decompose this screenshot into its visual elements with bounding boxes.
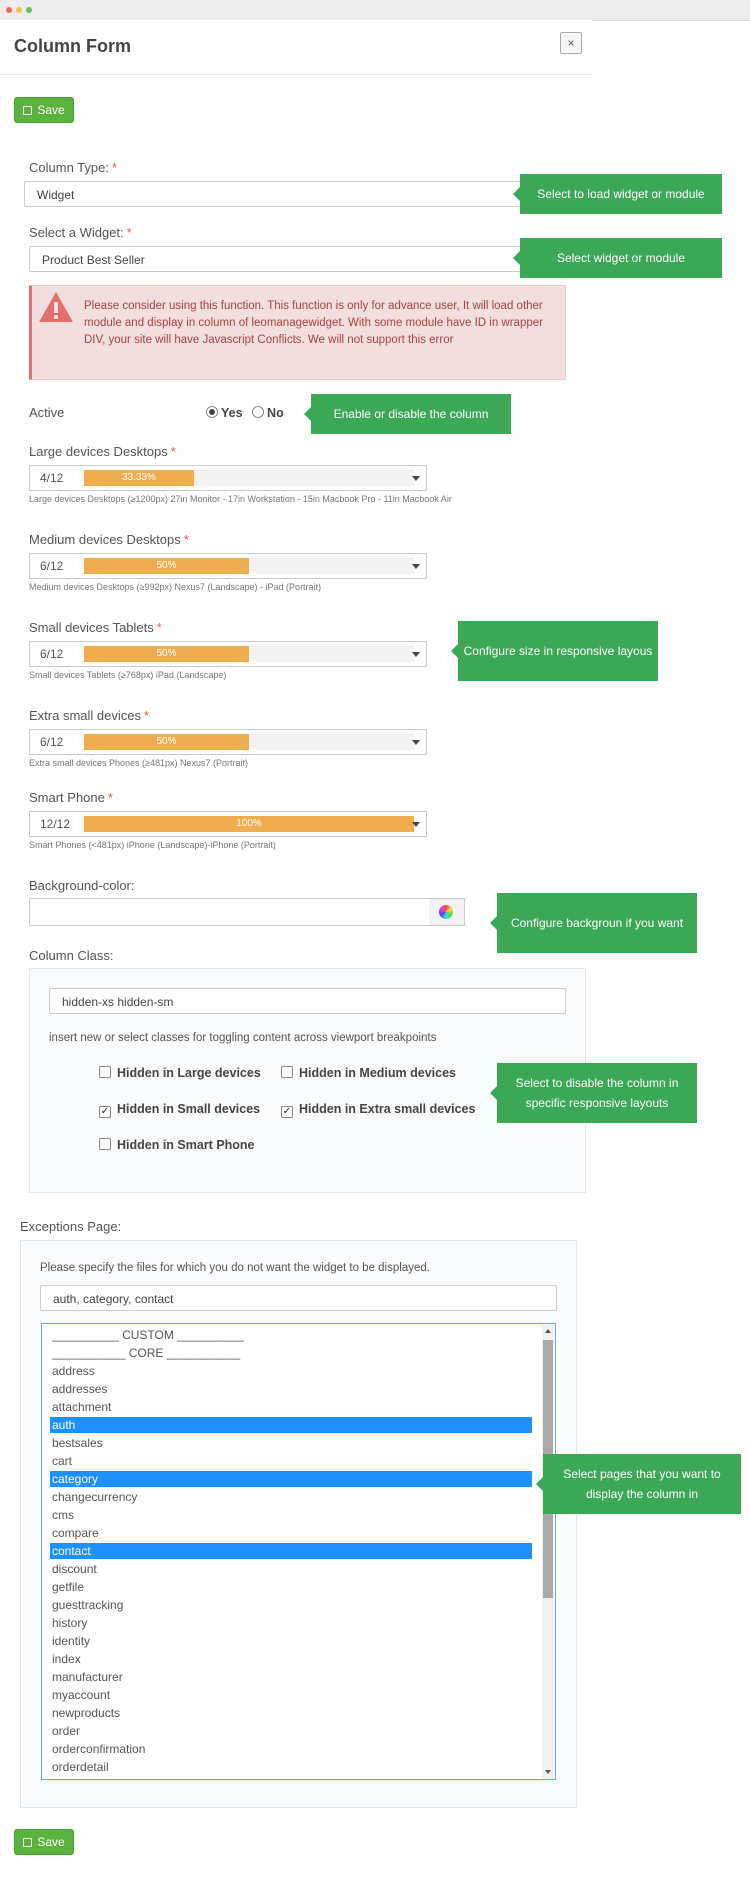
background-color-label: Background-color: xyxy=(29,878,135,893)
page-list-item[interactable]: changecurrency xyxy=(52,1490,138,1504)
widget-label: Select a Widget: * xyxy=(29,225,132,240)
size-progress-fill: 50% xyxy=(84,734,249,750)
page-title: Column Form xyxy=(14,36,131,56)
floppy-icon xyxy=(23,106,32,115)
page-list-item[interactable]: index xyxy=(52,1652,81,1666)
page-list-item[interactable]: ___________ CORE ___________ xyxy=(52,1346,241,1360)
device-help-text: Large devices Desktops (≥1200px) 27in Monitor - 17in Workstation - 15in Macbook Pro - 11in Macbook Air xyxy=(29,494,452,504)
column-type-tip: Select to load widget or module xyxy=(520,174,722,214)
page-list-item[interactable]: identity xyxy=(52,1634,91,1648)
exceptions-label: Exceptions Page: xyxy=(20,1219,122,1234)
checkbox-checked-icon: ✓ xyxy=(100,1106,110,1117)
scroll-up-icon[interactable] xyxy=(545,1329,551,1333)
hidden-small-checkbox[interactable]: ✓ Hidden in Small devices xyxy=(100,1102,261,1117)
device-size-select-extra-small[interactable] xyxy=(29,729,427,755)
widget-tip: Select widget or module xyxy=(520,238,722,278)
size-progress-fill: 50% xyxy=(84,646,249,662)
exceptions-hint: Please specify the files for which you do not want the widget to be displayed. xyxy=(40,1262,430,1274)
list-scrollbar[interactable] xyxy=(542,1325,554,1778)
chevron-down-icon xyxy=(412,564,420,569)
active-yes-radio[interactable]: Yes xyxy=(206,406,243,420)
page-list-item[interactable]: attachment xyxy=(52,1400,112,1414)
hidden-medium-checkbox[interactable]: Hidden in Medium devices xyxy=(281,1066,456,1080)
floppy-icon xyxy=(23,1838,32,1847)
exceptions-input[interactable]: auth, category, contact xyxy=(40,1285,557,1311)
active-no-radio[interactable]: No xyxy=(252,406,284,420)
exceptions-tip: Select pages that you want to display the column in xyxy=(543,1454,741,1514)
size-progress-fill: 33.33% xyxy=(84,470,194,486)
column-type-label: Column Type: * xyxy=(29,160,118,175)
save-label: Save xyxy=(37,103,65,117)
device-label: Medium devices Desktops * xyxy=(29,532,189,547)
minimize-window-dot[interactable] xyxy=(16,7,22,13)
device-size-value: 4/12 xyxy=(40,471,64,485)
scroll-down-icon[interactable] xyxy=(545,1770,551,1774)
page-list-item[interactable]: orderconfirmation xyxy=(52,1742,146,1756)
hidden-extra-small-checkbox[interactable]: ✓ Hidden in Extra small devices xyxy=(282,1102,476,1117)
page-list-item[interactable]: bestsales xyxy=(52,1436,103,1450)
background-color-input[interactable] xyxy=(29,898,430,926)
device-label: Smart Phone * xyxy=(29,790,113,805)
checkbox-unchecked-icon xyxy=(99,1138,111,1150)
device-label: Large devices Desktops * xyxy=(29,444,176,459)
device-size-value: 6/12 xyxy=(40,735,64,749)
page-list-item[interactable]: category xyxy=(50,1471,532,1487)
checkbox-checked-icon: ✓ xyxy=(282,1106,292,1117)
page-list-item[interactable]: discount xyxy=(52,1562,97,1576)
chevron-down-icon xyxy=(412,652,420,657)
device-label: Small devices Tablets * xyxy=(29,620,162,635)
checkbox-unchecked-icon xyxy=(99,1066,111,1078)
column-class-tip: Select to disable the column in specific responsive layouts xyxy=(497,1063,697,1123)
page-list-item[interactable]: cms xyxy=(52,1508,74,1522)
background-tip: Configure backgroun if you want xyxy=(497,893,697,953)
widget-select[interactable]: Product Best Seller xyxy=(29,246,524,272)
checkbox-unchecked-icon xyxy=(281,1066,293,1078)
warning-text: Please consider using this function. This function is only for advance user, It will load other module and display in column of leomanagewidget. With some module have ID in wrapper DIV, your site will have Javascript Conflicts. We will not support this error xyxy=(84,300,543,346)
device-size-select-smart-phone[interactable] xyxy=(29,811,427,837)
device-size-value: 6/12 xyxy=(40,647,64,661)
close-window-dot[interactable] xyxy=(6,7,12,13)
page-list-item[interactable]: newproducts xyxy=(52,1706,121,1720)
page-list-item[interactable]: cart xyxy=(52,1454,73,1468)
maximize-window-dot[interactable] xyxy=(26,7,32,13)
column-class-input[interactable]: hidden-xs hidden-sm xyxy=(49,988,566,1014)
page-list-item[interactable]: getfile xyxy=(52,1580,85,1594)
device-size-select-small[interactable] xyxy=(29,641,427,667)
device-size-select-large[interactable] xyxy=(29,465,427,491)
size-progress-track xyxy=(84,734,414,750)
size-progress-fill: 50% xyxy=(84,558,249,574)
page-list-item[interactable]: auth xyxy=(50,1417,532,1433)
color-wheel-icon xyxy=(439,905,453,919)
exceptions-page-list[interactable] xyxy=(41,1323,556,1780)
page-list-item[interactable]: history xyxy=(52,1616,88,1630)
window-titlebar xyxy=(0,0,750,21)
warning-alert xyxy=(29,285,566,380)
page-list-item[interactable]: addresses xyxy=(52,1382,108,1396)
header-divider xyxy=(0,74,592,75)
color-picker-button[interactable] xyxy=(429,898,465,926)
size-progress-track xyxy=(84,646,414,662)
page-list-item[interactable]: manufacturer xyxy=(52,1670,123,1684)
column-type-select[interactable]: Widget xyxy=(24,181,524,207)
close-button[interactable]: × xyxy=(560,32,582,54)
size-progress-track xyxy=(84,470,414,486)
chevron-down-icon xyxy=(412,740,420,745)
page-list-item[interactable]: address xyxy=(52,1364,95,1378)
size-progress-track xyxy=(84,816,414,832)
device-help-text: Smart Phones (<481px) iPhone (Landscape)-iPhone (Portrait) xyxy=(29,840,276,850)
page-list-item[interactable]: myaccount xyxy=(52,1688,111,1702)
radio-unchecked-icon xyxy=(252,406,264,418)
save-label: Save xyxy=(37,1835,65,1849)
page-list-item[interactable]: guesttracking xyxy=(52,1598,124,1612)
active-tip: Enable or disable the column xyxy=(311,394,511,434)
responsive-size-tip: Configure size in responsive layous xyxy=(458,621,658,681)
chevron-down-icon xyxy=(412,822,420,827)
column-class-hint: insert new or select classes for toggling content across viewport breakpoints xyxy=(49,1032,437,1044)
active-label: Active xyxy=(29,405,65,420)
page-list-item[interactable]: contact xyxy=(50,1543,532,1559)
size-progress-track xyxy=(84,558,414,574)
radio-checked-icon xyxy=(206,406,218,418)
warning-icon xyxy=(37,290,75,324)
device-help-text: Medium devices Desktops (≥992px) Nexus7 (Landscape) - iPad (Portrait) xyxy=(29,582,322,592)
size-progress-fill: 100% xyxy=(84,816,414,832)
save-button-top[interactable] xyxy=(14,97,74,123)
device-label: Extra small devices * xyxy=(29,708,150,723)
device-help-text: Small devices Tablets (≥768px) iPad (Landscape) xyxy=(29,670,227,680)
hidden-large-checkbox[interactable]: Hidden in Large devices xyxy=(99,1066,261,1080)
hidden-smart-phone-checkbox[interactable]: Hidden in Smart Phone xyxy=(99,1138,255,1152)
page-list-item[interactable]: __________ CUSTOM __________ xyxy=(52,1328,244,1342)
page-list-item[interactable]: order xyxy=(52,1724,81,1738)
page-list-item[interactable]: orderdetail xyxy=(52,1760,109,1774)
active-radio-group xyxy=(206,406,284,420)
save-button-bottom[interactable] xyxy=(14,1829,74,1855)
page-list-item[interactable]: compare xyxy=(52,1526,99,1540)
device-help-text: Extra small devices Phones (≥481px) Nexus7 (Portrait) xyxy=(29,758,249,768)
device-size-value: 12/12 xyxy=(40,817,71,831)
device-size-select-medium[interactable] xyxy=(29,553,427,579)
chevron-down-icon xyxy=(412,476,420,481)
column-class-label: Column Class: xyxy=(29,948,114,963)
device-size-value: 6/12 xyxy=(40,559,64,573)
